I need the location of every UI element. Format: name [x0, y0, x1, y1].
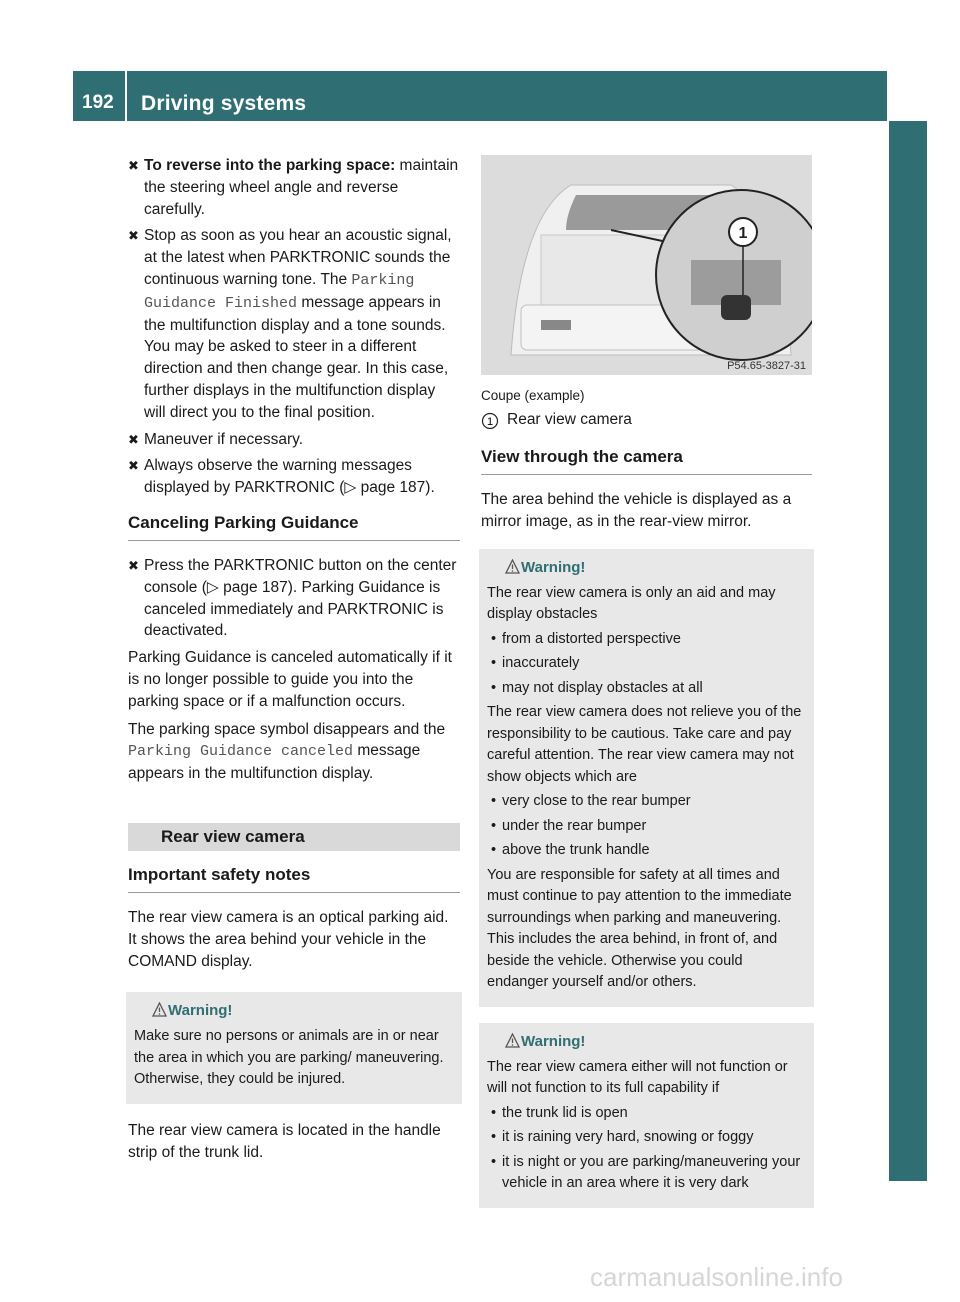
bullet-item: • from a distorted perspective: [491, 630, 681, 647]
text: the trunk lid is open: [502, 1104, 628, 1121]
step-marker-icon: ✖: [128, 431, 139, 447]
warning-title: [134, 1002, 454, 1019]
side-tab-label: Driving and parking: [814, 121, 837, 309]
step-text: message appears in the multifunction display and a tone sounds. You may be asked to steer in a different direction and then change gear. In this case, further displays in the multifunction display will direct you to the final position.: [144, 293, 449, 421]
legend-text: Rear view camera: [507, 411, 632, 428]
step-marker-icon: ✖: [128, 557, 139, 573]
paragraph: The rear view camera is an optical parking aid. It shows the area behind your vehicle in the COMAND display.: [128, 908, 449, 970]
text: from a distorted perspective: [502, 630, 681, 647]
legend-item: [481, 411, 812, 429]
legend-number-icon: [481, 411, 499, 434]
right-column: [481, 155, 812, 1208]
text: The parking space symbol disappears and the: [128, 720, 446, 738]
step-reverse: [128, 155, 460, 220]
bullet-item: • it is night or you are parking/maneuvering your vehicle in an area where it is very dark: [491, 1153, 801, 1192]
step-marker-icon: ✖: [128, 458, 139, 474]
text: very close to the rear bumper: [502, 793, 691, 810]
page-number: 192: [82, 92, 114, 113]
warning-title-text: Warning!: [521, 1032, 586, 1050]
step-cancel: [128, 555, 460, 642]
section-heading-canceling: Canceling Parking Guidance: [128, 513, 460, 541]
side-tab-label-wrap: [814, 121, 927, 451]
section-heading-safety: Important safety notes: [128, 865, 460, 893]
bullet-item: • under the rear bumper: [491, 817, 647, 834]
paragraph: [128, 719, 460, 785]
warning-box: [479, 549, 814, 1007]
car-rear-photo: [481, 155, 812, 375]
paragraph: Parking Guidance is canceled automatically if it is no longer possible to guide you into the parking space or if a malfunction occurs.: [128, 649, 452, 710]
car-illustration: [481, 155, 812, 375]
warning-title: [487, 1033, 806, 1050]
paragraph: The area behind the vehicle is displayed as a mirror image, as in the rear-view mirror.: [481, 491, 792, 530]
bullet-item: • very close to the rear bumper: [491, 793, 691, 810]
warning-text: The rear view camera either will not function or will not function to its full capability if: [487, 1058, 788, 1097]
warning-box: [479, 1023, 814, 1208]
step-stop: [128, 225, 460, 423]
warning-triangle-icon: [152, 1002, 167, 1017]
warning-text: You are responsible for safety at all times and must continue to pay attention to the immediate surroundings when parking and maneuvering. This includes the area behind, in front of, and beside the vehicle. Otherwise you could endanger yourself and/or others.: [487, 866, 792, 991]
text: it is night or you are parking/maneuvering your vehicle in an area where it is very dark: [502, 1153, 801, 1192]
warning-triangle-icon: [505, 559, 520, 574]
step-marker-icon: ✖: [128, 158, 139, 173]
bullet-item: • it is raining very hard, snowing or foggy: [491, 1129, 754, 1146]
left-column: [128, 155, 460, 1163]
callout-number: 1: [738, 225, 748, 242]
paragraph: The rear view camera is located in the handle strip of the trunk lid.: [128, 1121, 441, 1161]
bullet-item: • the trunk lid is open: [491, 1104, 628, 1121]
warning-text: Make sure no persons or animals are in or near the area in which you are parking/ maneuvering. Otherwise, they could be injured.: [134, 1028, 444, 1088]
step-text: Press the PARKTRONIC button on the center console (▷ page 187). Parking Guidance is canceled immediately and PARKTRONIC is deactivated.: [144, 556, 457, 640]
text: under the rear bumper: [502, 817, 647, 834]
warning-text: The rear view camera is only an aid and may display obstacles: [487, 584, 776, 623]
footer-watermark: carmanualsonline.info: [590, 1262, 843, 1292]
text: may not display obstacles at all: [502, 679, 703, 696]
text: message appears in the multifunction display.: [128, 742, 421, 783]
warning-title: [487, 559, 806, 576]
text: above the trunk handle: [502, 842, 650, 859]
bullet-item: • inaccurately: [491, 655, 580, 672]
warning-triangle-icon: [505, 1033, 520, 1048]
bullet-item: • above the trunk handle: [491, 842, 650, 859]
step-text: Stop as soon as you hear an acoustic signal, at the latest when PARKTRONIC sounds the continuous warning tone. The: [144, 227, 452, 288]
step-marker-icon: ✖: [128, 228, 139, 244]
display-message: Parking Guidance Finished: [144, 271, 415, 312]
legend-number: 1: [486, 416, 494, 428]
warning-text: The rear view camera does not relieve you of the responsibility to be cautious. Take care and pay careful attention. The rear view camera may not show objects which are: [487, 704, 802, 785]
section-band: [128, 823, 460, 851]
step-observe: [128, 455, 460, 499]
section-heading-view: View through the camera: [481, 447, 812, 475]
text: inaccurately: [502, 655, 580, 672]
step-text: Maneuver if necessary.: [144, 430, 304, 448]
photo-code: P54.65-3827-31: [727, 360, 806, 372]
step-text: maintain the steering wheel angle and reverse carefully.: [144, 157, 459, 218]
text: it is raining very hard, snowing or foggy: [502, 1129, 754, 1146]
photo-caption: Coupe (example): [481, 388, 585, 403]
step-bold-label: To reverse into the parking space:: [144, 157, 396, 174]
warning-box: [126, 992, 462, 1104]
display-message: Parking Guidance canceled: [128, 743, 354, 761]
warning-title-text: Warning!: [521, 558, 586, 576]
warning-title-text: Warning!: [168, 1002, 233, 1020]
step-text: Always observe the warning messages displayed by PARKTRONIC (▷ page 187).: [144, 457, 435, 497]
step-maneuver: [128, 429, 460, 451]
bullet-item: • may not display obstacles at all: [491, 679, 703, 696]
section-band-title: Rear view camera: [161, 826, 305, 846]
chapter-title: Driving systems: [141, 92, 307, 115]
